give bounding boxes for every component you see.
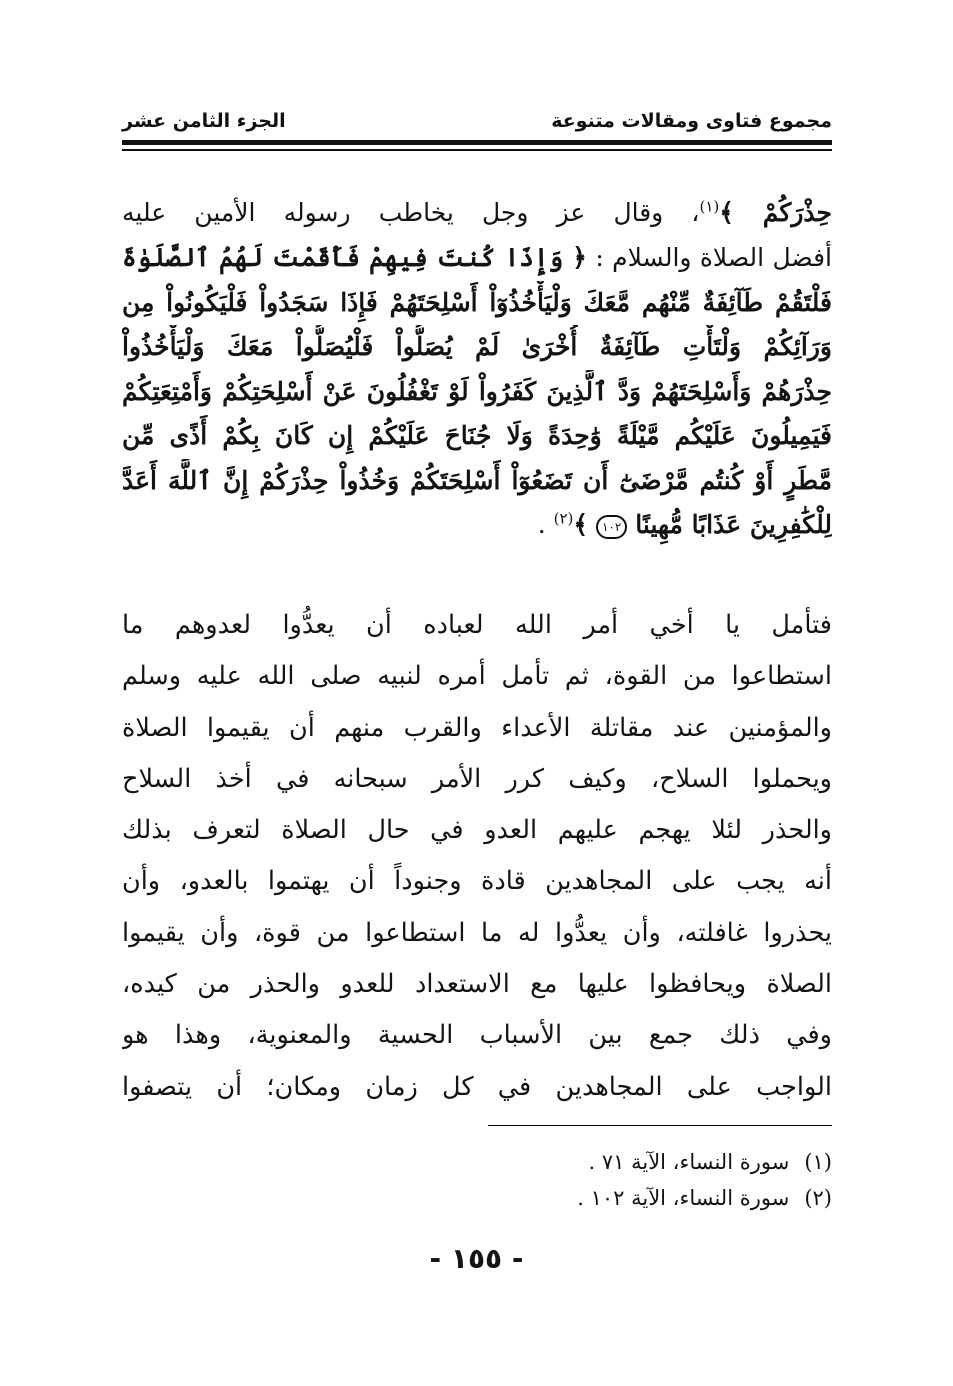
volume-label: الجزء الثامن عشر: [122, 110, 286, 132]
quran-text: لِلْكَٰفِرِينَ عَذَابًا مُّهِينًا: [635, 510, 832, 539]
footnote-text: سورة النساء، الآية ١٠٢ .: [577, 1186, 790, 1210]
quran-line: فَلْتَقُمْ طَآئِفَةٌ مِّنْهُم مَّعَكَ وَلْيَأْخُذُوٓاْ أَسْلِحَتَهُمْ فَإِذَا سَجَدُواْ فَلْيَكُونُواْ مِن: [122, 287, 832, 317]
quran-line: حِذْرَهُمْ وَأَسْلِحَتَهُمْ وَدَّ ٱلَّذِينَ كَفَرُواْ لَوْ تَغْفُلُونَ عَنْ أَسْلِحَتِكُمْ وَأَمْتِعَتِكُمْ: [122, 376, 832, 406]
text-line: [122, 190, 832, 236]
paragraph-line: الصلاة ويحافظوا عليها مع الاستعداد للعدو والحذر من كيده،: [122, 969, 832, 1000]
body-text: أفضل الصلاة والسلام :: [595, 243, 832, 272]
footnote-ref: (٢): [553, 509, 574, 528]
text-line: [122, 503, 832, 548]
body-text: ، وقال عز وجل يخاطب رسوله الأمين عليه: [122, 198, 700, 227]
quran-line: وَرَآئِكُمْ وَلْتَأْتِ طَآئِفَةٌ أُخْرَىٰ لَمْ يُصَلُّواْ فَلْيُصَلُّواْ مَعَكَ وَلْيَأْخُذُواْ: [122, 332, 832, 361]
end-period: .: [537, 510, 546, 539]
footnote-item: [488, 1180, 832, 1216]
quran-close-bracket: ﴾: [573, 510, 589, 539]
book-title: مجموع فتاوى ومقالات متنوعة: [551, 110, 832, 132]
paragraph-line: ويحملوا السلاح، وكيف كرر الأمر سبحانه في أخذ السلاح: [122, 763, 832, 794]
paragraph-line: والحذر لئلا يهجم عليهم العدو في حال الصلاة لتعرف بذلك: [122, 815, 832, 846]
paragraph-line: استطاعوا من القوة، ثم تأمل أمره لنبيه صلى الله عليه وسلم: [122, 661, 832, 692]
quran-line: فَيَمِيلُونَ عَلَيْكُم مَّيْلَةً وَٰحِدَةً وَلَا جُنَاحَ عَلَيْكُمْ إِن كَانَ بِكُمْ أَذًى مِّن: [122, 421, 832, 450]
running-header: [122, 103, 832, 139]
quran-citation-block: [122, 190, 832, 548]
footnote-number: (٢): [804, 1186, 832, 1210]
footnote-ref: (١): [699, 197, 720, 216]
footnote-separator: [488, 1125, 832, 1126]
paragraph-line: أنه يجب على المجاهدين قادة وجنوداً أن يهتموا بالعدو، وأن: [122, 866, 832, 897]
footnotes: [488, 1144, 832, 1216]
paragraph-line: وفي ذلك جمع بين الأسباب الحسية والمعنوية، وهذا هو: [122, 1020, 832, 1051]
quran-text: ﴿ وَإِذَا كُنتَ فِيهِمْ فَأَقَمْتَ لَهُمُ ٱلصَّلَوٰةَ: [122, 243, 587, 272]
quran-text: حِذْرَكُمْ ﴾: [719, 198, 832, 227]
ayah-number-mark: ١٠٢: [596, 515, 627, 539]
paragraph-line: الواجب على المجاهدين في كل زمان ومكان؛ أن يتصفوا: [122, 1071, 832, 1102]
quran-line: مَّطَرٍ أَوْ كُنتُم مَّرْضَىٰٓ أَن تَضَعُوٓاْ أَسْلِحَتَكُمْ وَخُذُواْ حِذْرَكُمْ إِنَّ ٱللَّهَ أَعَدَّ: [122, 465, 832, 495]
header-rule-thick: [122, 140, 832, 145]
body-paragraph: [122, 600, 832, 1113]
footnote-text: سورة النساء، الآية ٧١ .: [588, 1150, 790, 1174]
paragraph-line: يحذروا غافلته، وأن يعدُّوا له ما استطاعوا من قوة، وأن يقيموا: [122, 917, 832, 948]
footnote-item: [488, 1144, 832, 1180]
page-number: - ١٥٥ -: [429, 1242, 524, 1275]
paragraph-line: فتأمل يا أخي أمر الله لعباده أن يعدُّوا لعدوهم ما: [122, 610, 832, 640]
text-line: [122, 236, 832, 281]
paragraph-line: والمؤمنين عند مقاتلة الأعداء والقرب منهم أن يقيموا الصلاة: [122, 712, 832, 743]
footnote-number: (١): [804, 1150, 832, 1174]
header-rule-thin: [122, 149, 832, 151]
